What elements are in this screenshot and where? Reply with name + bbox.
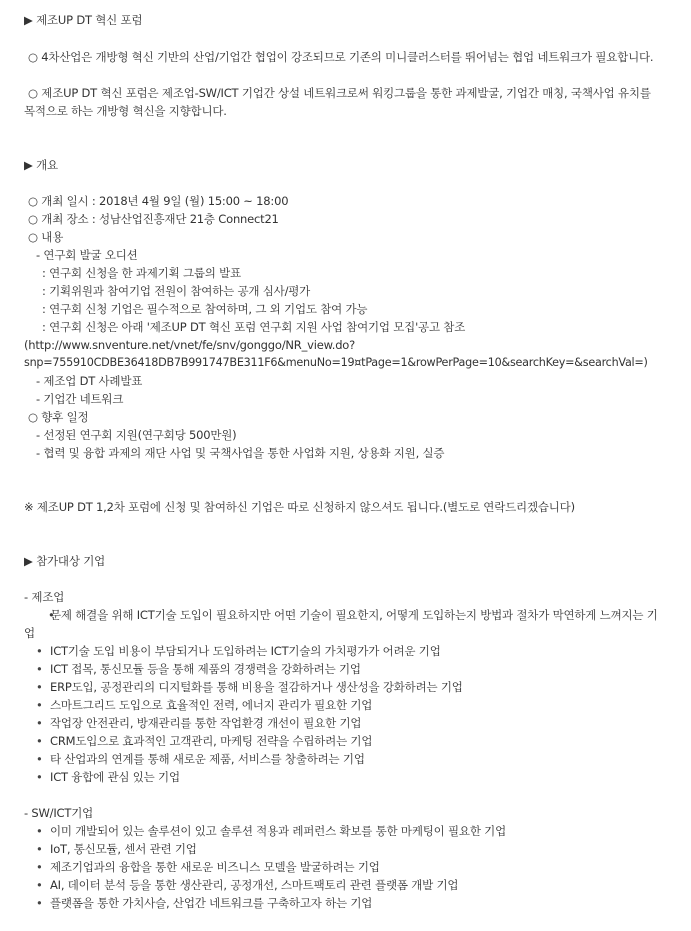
bullet-icon: [36, 698, 50, 712]
event-place: ○ 개최 장소 : 성남산업진흥재단 21층 Connect21: [28, 212, 279, 226]
bullet-icon: [36, 752, 50, 766]
future-schedule-item: - 협력 및 융합 과제의 재단 사업 및 국책사업을 통한 사업화 지원, 상용화 지원, 실증: [36, 446, 445, 460]
list-item: • CRM도입으로 효과적인 고객관리, 마케팅 전략을 수립하려는 기업: [36, 732, 372, 750]
bullet-icon: [36, 896, 50, 910]
bullet-icon: [36, 608, 50, 622]
future-schedule-title: ○ 향후 일정: [28, 410, 89, 424]
paragraph-intro-2: ○ 제조UP DT 혁신 포럼은 제조업-SW/ICT 기업간 상설 네트워크로써 워킹그룹을 통한 과제발굴, 기업간 매칭, 국책사업 유치를 목적으로 하는 개방형 혁신을 지향합니다.: [24, 86, 651, 118]
bullet-icon: [36, 878, 50, 892]
list-item: • 플랫폼을 통한 가치사슬, 산업간 네트워크를 구축하고자 하는 기업: [36, 894, 372, 912]
bullet-icon: [36, 644, 50, 658]
list-item: • 스마트그리드 도입으로 효율적인 전력, 에너지 관리가 필요한 기업: [36, 696, 372, 714]
list-item: • ICT기술 도입 비용이 부담되거나 도입하려는 ICT기술의 가치평가가 어려운 기업: [36, 642, 441, 660]
notice-url-line-1: (http://www.snventure.net/vnet/fe/snv/gonggo/NR_view.do?: [24, 338, 356, 352]
manufacturing-title: - 제조업: [24, 590, 65, 604]
content-subitem: : 연구회 신청을 한 과제기획 그룹의 발표: [42, 266, 241, 280]
list-item: • ICT 융합에 관심 있는 기업: [36, 768, 180, 786]
content-subitem: : 기획위원과 참여기업 전원이 참여하는 공개 심사/평가: [42, 284, 311, 298]
content-item-network: - 기업간 네트워크: [36, 392, 124, 406]
content-subitem: : 연구회 신청은 아래 '제조UP DT 혁신 포럼 연구회 지원 사업 참여기업 모집'공고 참조: [42, 320, 466, 334]
bullet-icon: [36, 860, 50, 874]
list-item: • 타 산업과의 연계를 통해 새로운 제품, 서비스를 창출하려는 기업: [36, 750, 365, 768]
event-date: ○ 개최 일시 : 2018년 4월 9일 (월) 15:00 ~ 18:00: [28, 194, 289, 208]
content-item-audition: - 연구회 발굴 오디션: [36, 248, 138, 262]
content-subitem: : 연구회 신청 기업은 필수적으로 참여하며, 그 외 기업도 참여 가능: [42, 302, 368, 316]
bullet-icon: [36, 680, 50, 694]
bullet-icon: [36, 842, 50, 856]
list-item: • 제조기업과의 융합을 통한 새로운 비즈니스 모델을 발굴하려는 기업: [36, 858, 380, 876]
list-item: • 작업장 안전관리, 방재관리를 통한 작업환경 개선이 필요한 기업: [36, 714, 361, 732]
bullet-icon: [36, 662, 50, 676]
list-item: • 문제 해결을 위해 ICT기술 도입이 필요하지만 어떤 기술이 필요한지, 어떻게 도입하는지 방법과 절차가 막연하게 느껴지는 기업: [24, 606, 664, 642]
section-heading-forum: ▶ 제조UP DT 혁신 포럼: [24, 13, 143, 27]
bullet-icon: [36, 716, 50, 730]
list-item: • AI, 데이터 분석 등을 통한 생산관리, 공정개선, 스마트팩토리 관련 플랫폼 개발 기업: [36, 876, 458, 894]
section-heading-overview: ▶ 개요: [24, 158, 58, 172]
list-item: • ERP도입, 공정관리의 디지털화를 통해 비용을 절감하거나 생산성을 강화하려는 기업: [36, 678, 463, 696]
bullet-icon: [36, 824, 50, 838]
section-heading-targets: ▶ 참가대상 기업: [24, 554, 106, 568]
list-item: • 이미 개발되어 있는 솔루션이 있고 솔루션 적용과 레퍼런스 확보를 통한 마케팅이 필요한 기업: [36, 822, 506, 840]
content-item-case: - 제조업 DT 사례발표: [36, 374, 143, 388]
list-item: • IoT, 통신모듈, 센서 관련 기업: [36, 840, 197, 858]
participation-note: ※ 제조UP DT 1,2차 포럼에 신청 및 참여하신 기업은 따로 신청하지 않으셔도 됩니다.(별도로 연락드리겠습니다): [24, 500, 575, 514]
sw-ict-title: - SW/ICT기업: [24, 806, 94, 820]
list-item: • ICT 접목, 통신모듈 등을 통해 제품의 경쟁력을 강화하려는 기업: [36, 660, 361, 678]
notice-url-line-2: snp=755910CDBE36418DB7B991747BE311F6&menuNo=19¤tPage=1&rowPerPage=10&searchKey=&searchVal=): [24, 356, 648, 369]
paragraph-intro-1: ○ 4차산업은 개방형 혁신 기반의 산업/기업간 협업이 강조되므로 기존의 미니클러스터를 뛰어넘는 협업 네트워크가 필요합니다.: [28, 50, 654, 64]
content-title: ○ 내용: [28, 230, 64, 244]
future-schedule-item: - 선정된 연구회 지원(연구회당 500만원): [36, 428, 237, 442]
bullet-icon: [36, 770, 50, 784]
bullet-icon: [36, 734, 50, 748]
